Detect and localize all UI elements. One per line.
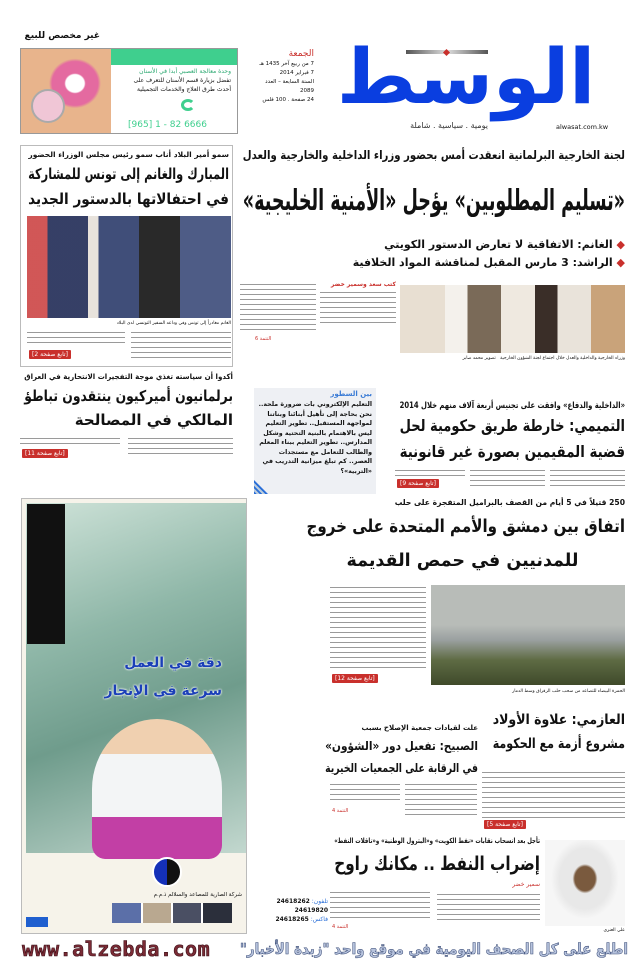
girl-figure	[92, 719, 222, 859]
headline-line: المالكي في المصالحة	[74, 411, 233, 429]
headline-line: التميمي: خارطة طريق حكومية لحل	[399, 416, 625, 435]
oil-portrait-photo[interactable]	[545, 840, 625, 926]
syria-photo[interactable]	[431, 585, 625, 685]
column-text: التعليم الإلكتروني بات ضرورة ملحة.. نحن بحاجة إلى تأهيل أبنائنا وبناتنا لمواجهة المستقبل.. تطوير التعليم ليس بالاهتمام بالبنية التحتية وشكل المدارس.. تطوير التعليم ببناء المعلم والطالب للتعامل مع مستجدات العصر.. كم تبلغ ميزانية التدريب في «التربية»؟	[258, 401, 372, 475]
iraq-kicker: أكدوا أن سياسته تغذي موجة التفجيرات الانتحارية في العراق	[24, 372, 233, 381]
pages-price: 24 صفحة . 100 فلس	[262, 97, 314, 103]
ad-contacts: تلفون: 24618262 24619820 فاكس: 24618265	[275, 898, 328, 923]
company-name: شركة الصارية للمصاعد والسلالم ذ.م.م	[153, 892, 242, 898]
lead-photo[interactable]	[400, 285, 625, 353]
subaih-headline[interactable]	[322, 735, 478, 779]
continued-link[interactable]: [تابع صفحة 2]	[29, 350, 71, 359]
ad-phone: [965] 1 - 82 6666	[128, 120, 207, 130]
tamimi-headline[interactable]	[395, 413, 625, 465]
iraq-headline[interactable]	[20, 384, 233, 432]
tunisia-headline[interactable]	[24, 162, 229, 212]
product-thumbnails	[112, 903, 232, 923]
not-for-sale-label: غير مخصص للبيع	[24, 31, 100, 41]
continued-link[interactable]: التتمة 4	[332, 924, 349, 930]
continued-link[interactable]: التتمة 6	[255, 336, 272, 342]
lead-caption: وزراء الخارجية والداخلية والعدل خلال اجتماع لجنة الشؤون الخارجية تصوير محمد صابر	[462, 356, 625, 361]
headline-line: مشروع أزمة مع الحكومة	[492, 736, 625, 752]
company-logo-icon	[152, 857, 182, 887]
headline-line: العازمي: علاوة الأولاد	[492, 712, 625, 728]
elevator-panel	[27, 504, 65, 644]
newspaper-logo: الوسط	[336, 32, 596, 121]
column-corner-pattern	[254, 480, 268, 494]
lead-kicker: لجنة الخارجية البرلمانية انعقدت أمس بحضور وزراء الداخلية والخارجية والعدل	[242, 148, 626, 162]
headline-line: قضية المقيمين بصورة غير قانونية	[399, 442, 625, 461]
lead-headline[interactable]: «تسليم المطلوبين» يؤجل «الأمنية الخليجية»	[242, 183, 625, 217]
lead-byline: كتب سعد وسمير خضر	[330, 281, 396, 288]
issue-number: 2089	[300, 88, 314, 94]
clinic-logo-icon	[181, 99, 195, 111]
syria-headline[interactable]	[300, 510, 625, 578]
syria-kicker: 250 قتيلاً في 5 أيام من القصف بالبراميل المتفجرة على حلب	[394, 498, 625, 507]
diamond-bullet-icon: ◆	[612, 256, 625, 269]
hijri-date: 7 من ربيع آخر 1435 هـ	[259, 61, 314, 67]
headline-line: اتفاق بين دمشق والأمم المتحدة على خروج	[306, 517, 625, 537]
headline-line: برلمانيون أميركيون ينتقدون تباطؤ	[24, 387, 234, 405]
banner-tagline: اطلع على كل الصحف اليومية في موقع واحد "زبدة الأخبار"	[239, 940, 628, 958]
tunisia-kicker: سمو أمير البلاد أناب سمو رئيس مجلس الوزراء الحضور	[28, 150, 229, 159]
opinion-column[interactable]	[254, 388, 376, 494]
syria-caption: الحمرة البيضاء للتصاعد من سحب حلب الرقراق وسط الدمار	[512, 689, 625, 694]
headline-line: في الرقابة على الجمعيات الخيرية	[325, 761, 478, 775]
column-title: بين السطور	[330, 390, 372, 398]
dental-mirror-icon	[31, 89, 65, 123]
tunisia-photo[interactable]	[27, 216, 231, 318]
ad-smile-image	[21, 49, 111, 134]
dental-ad[interactable]	[20, 48, 238, 134]
slogan: يومية . سياسية . شاملة	[410, 121, 488, 130]
continued-link[interactable]: [تابع صفحة 5]	[484, 820, 526, 829]
oil-kicker: تأجل بعد انسحاب نقابات «نفط الكويت» و«البترول الوطنية» و«ناقلات النفط»	[334, 837, 540, 845]
elevator-ad[interactable]	[21, 498, 247, 934]
kone-logo-icon	[26, 917, 48, 927]
oil-byline: سمير خضر	[512, 881, 540, 888]
continued-link[interactable]: [تابع صفحة 12]	[332, 674, 378, 683]
headline-line: الصبيح: تفعيل دور «الشؤون»	[325, 739, 478, 753]
continued-link[interactable]: [تابع صفحة 11]	[22, 449, 68, 458]
year-issue: السنة السابعة – العدد	[265, 79, 314, 85]
ad-line: وحدة معالجة العصبي أبدا في الأسنان	[139, 68, 231, 75]
ad-line: تفضل بزيارة قسم الأسنان للتعرف على	[133, 77, 231, 84]
website-url: alwasat.com.kw	[556, 123, 609, 131]
lead-bullet: ◆ الغانم: الاتفاقية لا تعارض الدستور الكويتي	[384, 238, 625, 251]
headline-line: في احتفالاتها بالدستور الجديد	[28, 190, 229, 208]
continued-link[interactable]: [تابع صفحة 9]	[397, 479, 439, 488]
oil-headline[interactable]: إضراب النفط .. مكانك راوح	[334, 853, 540, 875]
day-label: الجمعة	[288, 49, 314, 59]
diamond-bullet-icon: ◆	[612, 238, 625, 251]
oil-photo-caption: علي العنزي	[603, 928, 625, 933]
tamimi-kicker: «الداخلية والدفاع» وافقت على تجنيس أربعة آلاف منهم خلال 2014	[399, 401, 625, 411]
subaih-kicker: علت لقيادات جمعية الإصلاح بسبب	[361, 724, 478, 732]
continued-link[interactable]: التتمة 4	[332, 808, 349, 814]
gregorian-date: 7 فبراير 2014	[279, 70, 314, 76]
lead-bullet: ◆ الراشد: 3 مارس المقبل لمناقشة المواد الخلافية	[352, 256, 625, 269]
ad-line: أحدث طرق العلاج والخدمات التجميلية	[137, 86, 231, 93]
headline-line: للمدنيين في حمص القديمة	[346, 551, 579, 571]
headline-line: المبارك والغانم إلى تونس للمشاركة	[28, 165, 229, 183]
tunisia-caption: الغانم مغادراً إلى تونس وفي وداعه السفير التونسي لدى البلاد	[116, 321, 231, 326]
banner-site-link[interactable]: www.alzebda.com	[22, 937, 211, 961]
ad-slogan: دقة في العمل سرعة في الإنجاز	[104, 655, 222, 699]
azmi-headline[interactable]	[490, 708, 625, 756]
